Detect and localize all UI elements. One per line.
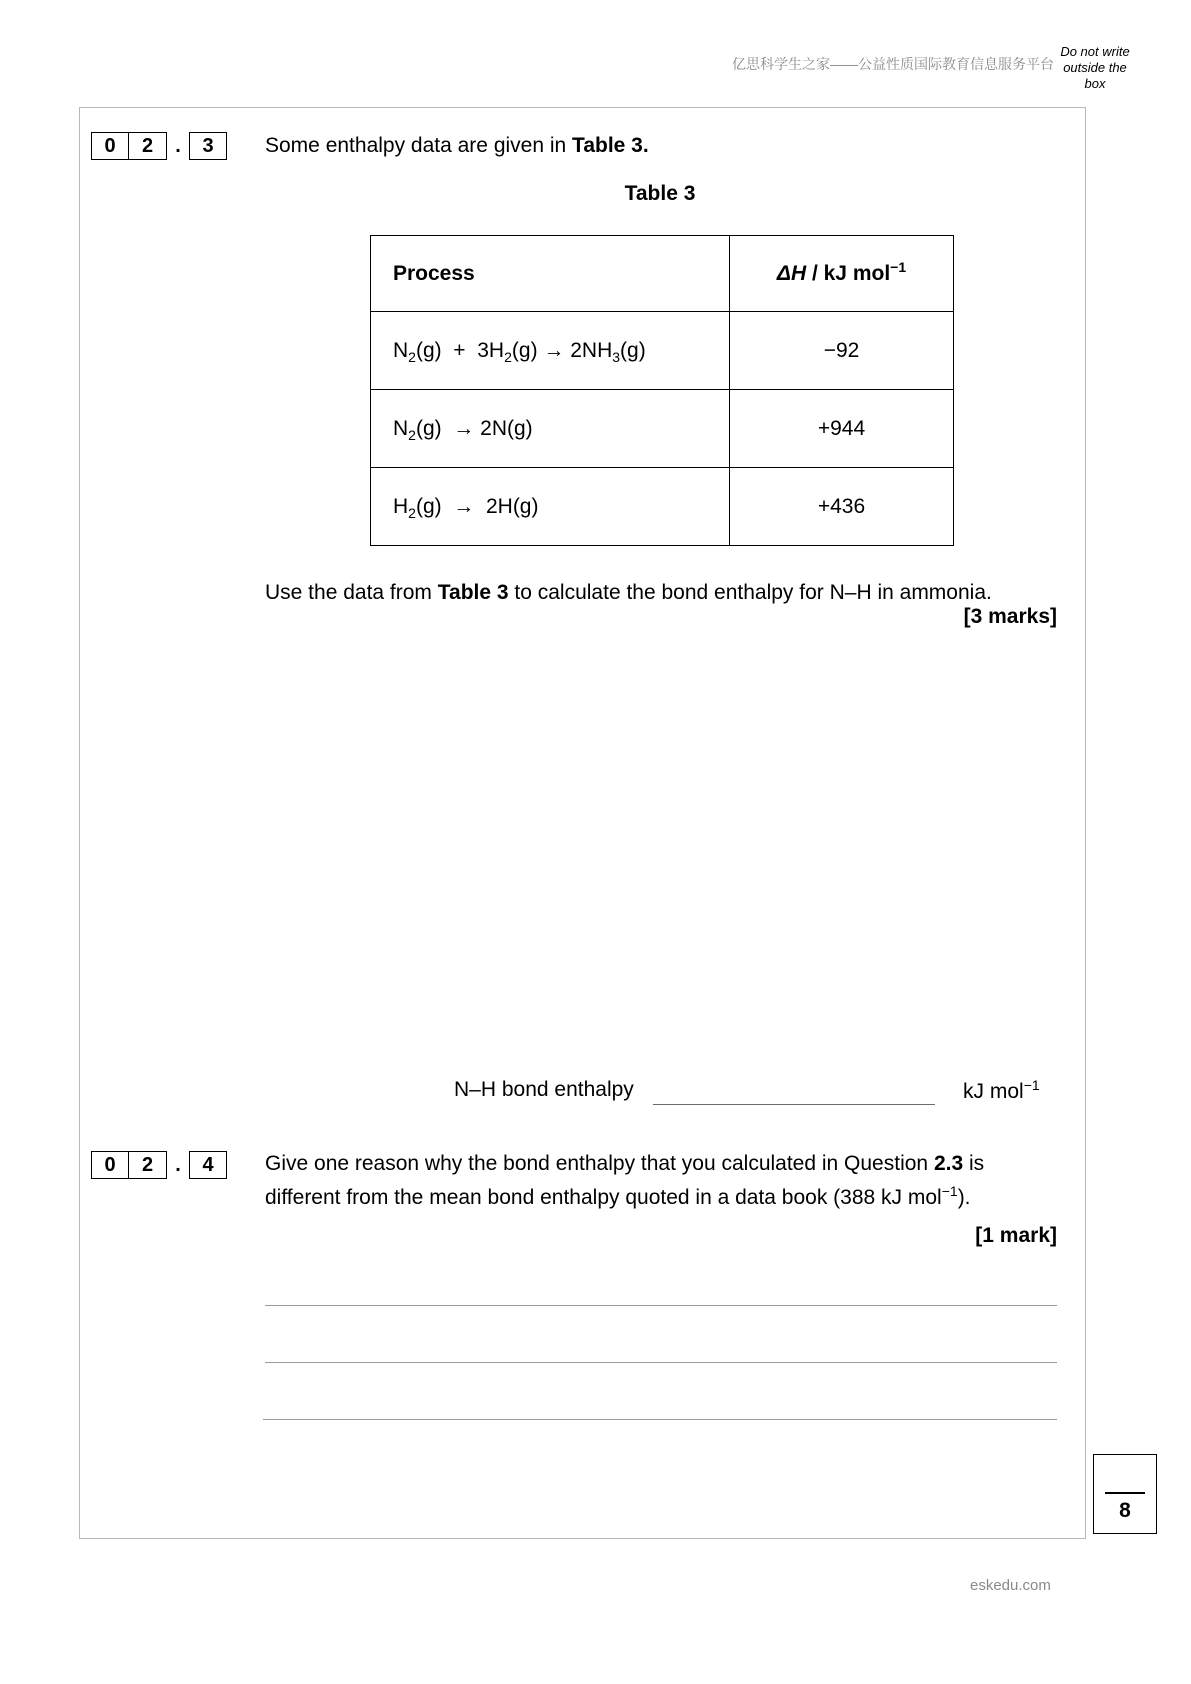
process-cell: $H_2(g) \to 2H(g)$	[371, 468, 730, 546]
q24-exp: −1	[941, 1183, 958, 1199]
answer-label: N–H bond enthalpy	[454, 1078, 634, 1101]
writing-line-3[interactable]	[263, 1419, 1057, 1420]
answer-input-line[interactable]	[653, 1078, 935, 1105]
process-cell: $N_2(g) \to 2N(g)$	[371, 390, 730, 468]
page-total: 8	[1119, 1499, 1131, 1522]
intro-text: Some enthalpy data are given in	[265, 134, 573, 157]
q24-text-b: is	[963, 1152, 985, 1175]
header-process: Process	[371, 236, 730, 312]
q24-text-c: different from the mean bond enthalpy quoted in a data book (388 kJ mol	[265, 1186, 942, 1209]
instruction-text-end: to calculate the bond enthalpy for N–H in ammonia.	[508, 581, 992, 604]
value-cell: +436	[730, 468, 954, 546]
delta-h-symbol: ΔH	[776, 261, 807, 285]
q24-text-d: ).	[957, 1186, 971, 1209]
margin-note	[1050, 44, 1140, 92]
question-24-line-1	[265, 1147, 1065, 1181]
question-digit-box: 0	[91, 1151, 129, 1179]
footer-site: eskedu.com	[970, 1577, 1051, 1594]
question-dot: .	[175, 134, 181, 157]
table-row	[371, 468, 954, 546]
answer-units	[963, 1075, 1040, 1109]
answer-units-text: kJ mol	[963, 1080, 1024, 1103]
instruction-text: Use the data from	[265, 581, 438, 604]
question-digit-box: 2	[129, 132, 167, 160]
table-row	[371, 312, 954, 390]
enthalpy-table	[370, 235, 954, 546]
header-delta-h	[730, 236, 954, 312]
table-title: Table 3	[624, 182, 696, 205]
question-intro	[265, 129, 649, 163]
question-dot: .	[175, 1153, 181, 1176]
marks-1: [1 mark]	[975, 1224, 1057, 1247]
marks-3: [3 marks]	[963, 605, 1057, 628]
process-cell: $N_2(g) + 3H_2(g) \to 2NH_3(g)$	[371, 312, 730, 390]
q24-text-a: Give one reason why the bond enthalpy that you calculated in Question	[265, 1152, 934, 1175]
question-digit-box: 2	[129, 1151, 167, 1179]
margin-note-line-2: outside the	[1063, 60, 1127, 75]
margin-note-line-1: Do not write	[1060, 44, 1130, 59]
header-watermark: 亿思科学生之家——公益性质国际教育信息服务平台	[732, 56, 1054, 72]
total-dash	[1105, 1492, 1145, 1494]
question-24-text	[265, 1147, 1065, 1215]
writing-line-2[interactable]	[265, 1362, 1057, 1363]
question-digit-box: 3	[189, 132, 227, 160]
question-number-02-3	[91, 131, 227, 161]
question-digit-box: 4	[189, 1151, 227, 1179]
instruction-table-ref: Table 3	[437, 581, 509, 604]
table-row	[371, 390, 954, 468]
margin-note-line-3: box	[1084, 76, 1106, 91]
question-ref: 2.3	[933, 1152, 964, 1175]
question-digit-box: 0	[91, 132, 129, 160]
delta-h-exp: −1	[890, 258, 907, 275]
value-cell: −92	[730, 312, 954, 390]
question-24-line-2	[265, 1181, 1065, 1215]
question-number-02-4	[91, 1150, 227, 1180]
intro-table-ref: Table 3.	[572, 134, 649, 157]
writing-line-1[interactable]	[265, 1305, 1057, 1306]
page-total-box	[1093, 1454, 1157, 1534]
delta-h-units: / kJ mol	[806, 261, 891, 285]
answer-units-exp: −1	[1023, 1077, 1040, 1093]
value-cell: +944	[730, 390, 954, 468]
table-header-row	[371, 236, 954, 312]
